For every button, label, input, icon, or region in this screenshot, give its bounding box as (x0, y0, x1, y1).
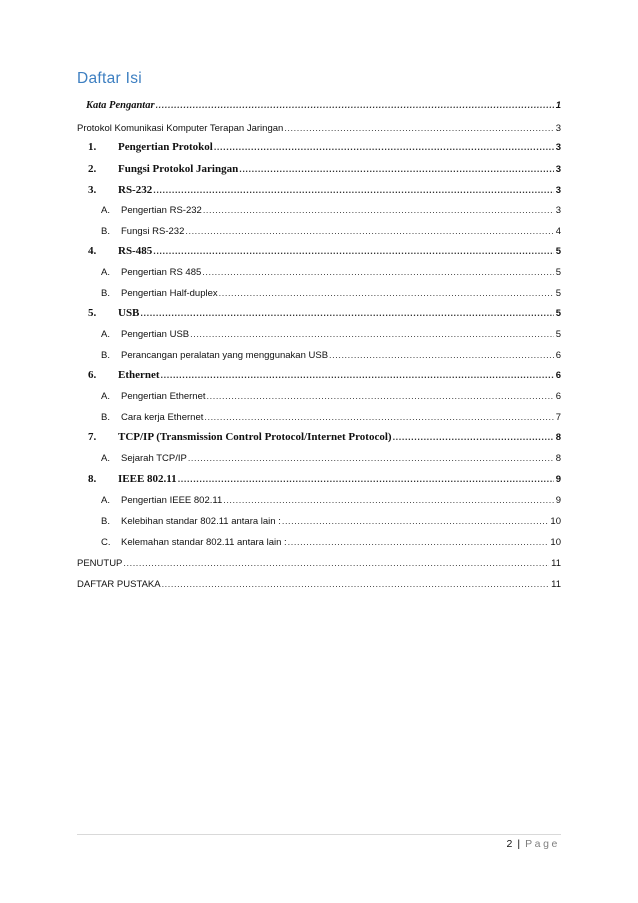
toc-entry-page: 4 (555, 226, 561, 237)
toc-entry-label: Ethernet (118, 369, 160, 381)
toc-dot-leader (153, 183, 553, 197)
toc-entry[interactable] (101, 451, 561, 465)
toc-dot-leader (203, 203, 554, 217)
toc-entry[interactable] (101, 493, 561, 507)
toc-entry-label: Kata Pengantar (86, 100, 155, 111)
toc-entry-label: RS-485 (118, 245, 153, 257)
toc-entry-number: 8. (88, 473, 97, 485)
toc-entry-page: 5 (555, 329, 561, 340)
toc-dot-leader (393, 430, 554, 444)
toc-entry[interactable] (86, 98, 561, 112)
toc-entry[interactable] (77, 577, 561, 591)
toc-entry-page: 11 (551, 558, 561, 569)
toc-entry[interactable] (101, 327, 561, 341)
toc-entry-page: 1 (555, 100, 561, 111)
toc-dot-leader (214, 140, 554, 154)
toc-dot-leader (190, 327, 554, 341)
toc-dot-leader (202, 265, 553, 279)
toc-entry-number: 2. (88, 163, 97, 175)
toc-entry-number: A. (101, 329, 110, 340)
page-footer (506, 838, 560, 850)
toc-entry-page: 6 (555, 370, 561, 381)
toc-entry-page: 10 (550, 516, 561, 527)
toc-entry[interactable] (101, 410, 561, 424)
toc-entry[interactable] (88, 306, 561, 320)
toc-entry[interactable] (88, 162, 561, 176)
toc-entry-page: 10 (550, 537, 561, 548)
toc-entry-page: 9 (555, 474, 561, 485)
toc-entry-label: DAFTAR PUSTAKA (77, 579, 161, 590)
toc-entry-label: Pengertian Protokol (118, 141, 213, 153)
toc-entry-page: 3 (555, 185, 561, 196)
toc-dot-leader (239, 162, 553, 176)
toc-entry-number: B. (101, 412, 110, 423)
toc-entry[interactable] (77, 556, 561, 570)
toc-entry[interactable] (88, 244, 561, 258)
toc-entry-page: 8 (555, 432, 561, 443)
toc-entry-label: Kelemahan standar 802.11 antara lain : (121, 537, 287, 548)
toc-entry-label: Sejarah TCP/IP (121, 453, 187, 464)
toc-entry-page: 6 (555, 350, 561, 361)
toc-dot-leader (185, 224, 553, 238)
toc-dot-leader (153, 244, 553, 258)
toc-entry-label: Pengertian Ethernet (121, 391, 206, 402)
toc-entry-label: RS-232 (118, 184, 153, 196)
toc-entry-label: Fungsi RS-232 (121, 226, 185, 237)
toc-entry-label: Pengertian RS-232 (121, 205, 202, 216)
toc-entry-page: 6 (555, 391, 561, 402)
toc-dot-leader (329, 348, 554, 362)
toc-entry[interactable] (88, 183, 561, 197)
toc-entry[interactable] (101, 224, 561, 238)
toc-entry-number: B. (101, 288, 110, 299)
toc-entry-label: Pengertian Half-duplex (121, 288, 218, 299)
footer-separator: | (517, 838, 521, 850)
toc-entry-number: 4. (88, 245, 97, 257)
toc-entry-label: TCP/IP (Transmission Control Protocol/Internet Protocol) (118, 431, 392, 443)
toc-entry-page: 5 (555, 308, 561, 319)
toc-dot-leader (282, 514, 549, 528)
toc-entry[interactable] (101, 389, 561, 403)
toc-entry-number: C. (101, 537, 111, 548)
toc-entry-label: Perancangan peralatan yang menggunakan USB (121, 350, 329, 361)
toc-entry-page: 11 (551, 579, 561, 590)
toc-entry-number: A. (101, 391, 110, 402)
toc-entry[interactable] (88, 472, 561, 486)
toc-dot-leader (178, 472, 554, 486)
toc-entry-page: 3 (555, 123, 561, 134)
toc-entry-label: Cara kerja Ethernet (121, 412, 204, 423)
toc-entry[interactable] (101, 203, 561, 217)
page-number: 2 (506, 838, 513, 850)
toc-entry[interactable] (88, 368, 561, 382)
toc-entry-number: 3. (88, 184, 97, 196)
toc-entry-label: IEEE 802.11 (118, 473, 177, 485)
toc-entry[interactable] (88, 140, 561, 154)
toc-entry-number: B. (101, 516, 110, 527)
toc-entry-number: B. (101, 350, 110, 361)
toc-entry-label: Pengertian RS 485 (121, 267, 202, 278)
toc-dot-leader (161, 368, 554, 382)
toc-entry[interactable] (101, 348, 561, 362)
toc-entry-page: 3 (555, 142, 561, 153)
toc-entry-label: Pengertian USB (121, 329, 190, 340)
toc-entry-number: A. (101, 453, 110, 464)
toc-entry[interactable] (77, 121, 561, 135)
toc-entry-number: A. (101, 205, 110, 216)
toc-dot-leader (162, 577, 550, 591)
toc-entry-page: 7 (555, 412, 561, 423)
toc-entry-number: 1. (88, 141, 97, 153)
toc-entry-number: 6. (88, 369, 97, 381)
toc-entry-number: A. (101, 495, 110, 506)
toc-entry-page: 9 (555, 495, 561, 506)
toc-entry-page: 5 (555, 267, 561, 278)
footer-divider (77, 834, 561, 835)
toc-entry[interactable] (101, 286, 561, 300)
page-label: Page (525, 838, 560, 850)
toc-entry-label: Pengertian IEEE 802.11 (121, 495, 223, 506)
toc-dot-leader (207, 389, 554, 403)
toc-entry-label: PENUTUP (77, 558, 123, 569)
toc-dot-leader (204, 410, 553, 424)
toc-entry-number: A. (101, 267, 110, 278)
toc-entry[interactable] (101, 514, 561, 528)
toc-entry[interactable] (88, 430, 561, 444)
toc-dot-leader (223, 493, 553, 507)
toc-entry-label: Kelebihan standar 802.11 antara lain : (121, 516, 281, 527)
toc-dot-leader (123, 556, 549, 570)
toc-entry-label: Protokol Komunikasi Komputer Terapan Jaringan (77, 123, 284, 134)
toc-dot-leader (188, 451, 554, 465)
toc-entry-page: 3 (555, 205, 561, 216)
toc-dot-leader (219, 286, 554, 300)
toc-entry[interactable] (101, 535, 561, 549)
toc-entry-number: 5. (88, 307, 97, 319)
toc-entry-label: USB (118, 307, 140, 319)
toc-entry-page: 5 (555, 288, 561, 299)
toc-dot-leader (140, 306, 553, 320)
toc-dot-leader (284, 121, 553, 135)
toc-entry-label: Fungsi Protokol Jaringan (118, 163, 239, 175)
toc-entry[interactable] (101, 265, 561, 279)
toc-dot-leader (288, 535, 549, 549)
toc-entry-number: 7. (88, 431, 97, 443)
toc-entry-page: 3 (555, 164, 561, 175)
toc-dot-leader (156, 98, 554, 112)
toc-entry-page: 8 (555, 453, 561, 464)
toc-title: Daftar Isi (77, 70, 143, 87)
toc-entry-number: B. (101, 226, 110, 237)
toc-entry-page: 5 (555, 246, 561, 257)
